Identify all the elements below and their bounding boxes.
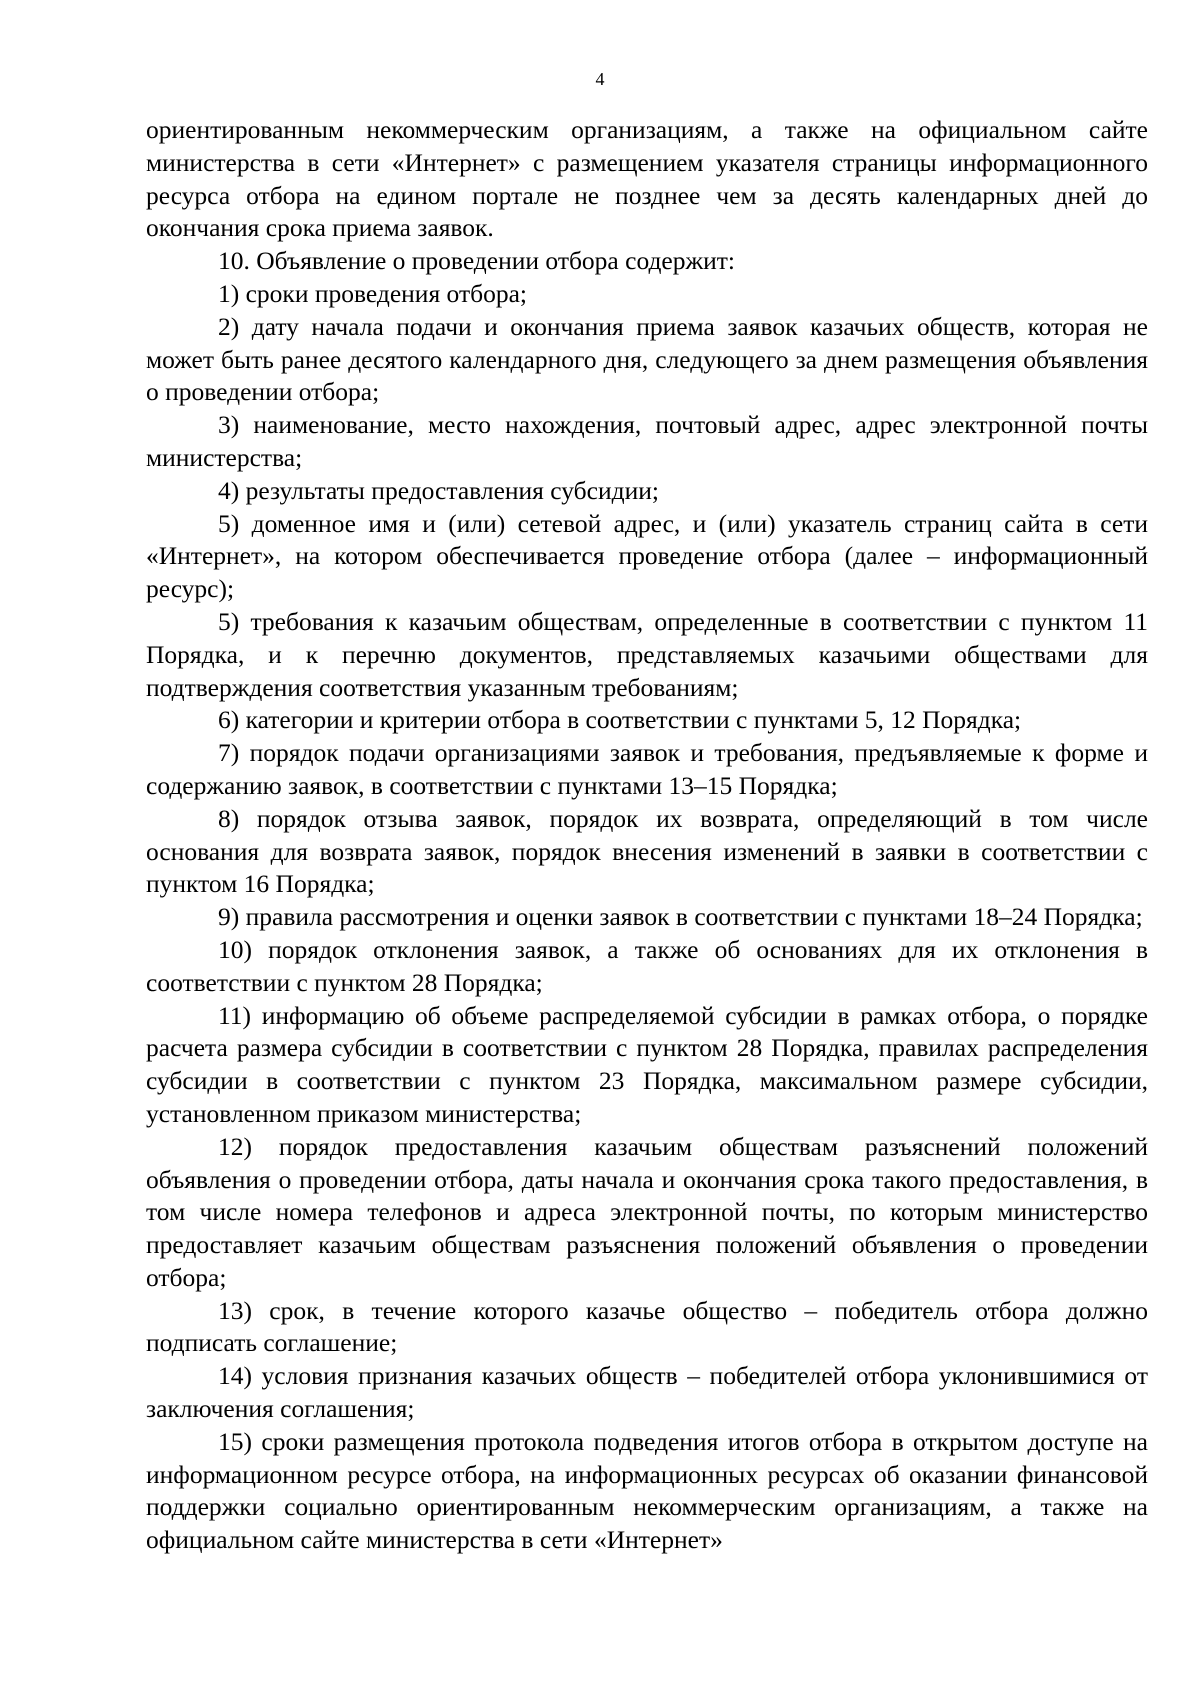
paragraph: 6) категории и критерии отбора в соответствии с пунктами 5, 12 Порядка; [218,705,1022,735]
paragraph: 10. Объявление о проведении отбора содержит: [218,246,735,276]
paragraph: 15) сроки размещения протокола подведения итогов отбора в открытом доступе на информационном ресурсе отбора, на информационных ресурсах об оказании финансовой поддержки социально ориентированным некоммерческим организациям, а также на официальном сайте министерства в сети «Интернет» [146,1426,1148,1555]
paragraph: 11) информацию об объеме распределяемой субсидии в рамках отбора, о порядке расчета размера субсидии в соответствии с пунктом 28 Порядка, правилах распределения субсидии в соответствии с пунктом 23 Порядка, максимальном размере субсидии, установленном приказом министерства; [146,1000,1148,1128]
paragraph: 5) доменное имя и (или) сетевой адрес, и (или) указатель страниц сайта в сети «Интернет», на котором обеспечивается проведение отбора (далее – информационный ресурс); [146,508,1148,604]
paragraph: 2) дату начала подачи и окончания приема заявок казачьих обществ, которая не может быть ранее десятого календарного дня, следующего за днем размещения объявления о проведении отбора; [146,311,1148,407]
paragraph: 9) правила рассмотрения и оценки заявок в соответствии с пунктами 18–24 Порядка; [218,902,1143,932]
paragraph: 5) требования к казачьим обществам, определенные в соответствии с пунктом 11 Порядка, и к перечню документов, представляемых казачьими обществами для подтверждения соответствия указанным требованиям; [146,606,1148,702]
paragraph: 4) результаты предоставления субсидии; [218,475,659,505]
document-body [146,114,1148,1557]
paragraph: 8) порядок отзыва заявок, порядок их возврата, определяющий в том числе основания для возврата заявок, порядок внесения изменений в заявки в соответствии с пунктом 16 Порядка; [146,803,1148,899]
paragraph: 10) порядок отклонения заявок, а также об основаниях для их отклонения в соответствии с пунктом 28 Порядка; [146,934,1148,997]
paragraph: 12) порядок предоставления казачьим обществам разъяснений положений объявления о проведении отбора, даты начала и окончания срока такого предоставления, в том числе номера телефонов и адреса электронной почты, по которым министерство предоставляет казачьим обществам разъяснения положений объявления о проведении отбора; [146,1131,1148,1292]
paragraph: 7) порядок подачи организациями заявок и требования, предъявляемые к форме и содержанию заявок, в соответствии с пунктами 13–15 Порядка; [146,738,1148,800]
paragraph: ориентированным некоммерческим организациям, а также на официальном сайте министерства в сети «Интернет» с размещением указателя страницы информационного ресурса отбора на едином портале не позднее чем за десять календарных дней до окончания срока приема заявок. [146,115,1148,243]
paragraph: 3) наименование, место нахождения, почтовый адрес, адрес электронной почты министерства; [146,410,1148,472]
paragraph: 13) срок, в течение которого казачье общество – победитель отбора должно подписать соглашение; [146,1295,1148,1358]
paragraph: 1) сроки проведения отбора; [218,278,527,308]
paragraph: 14) условия признания казачьих обществ – победителей отбора уклонившимися от заключения соглашения; [146,1361,1148,1424]
page-number: 4 [595,69,605,89]
